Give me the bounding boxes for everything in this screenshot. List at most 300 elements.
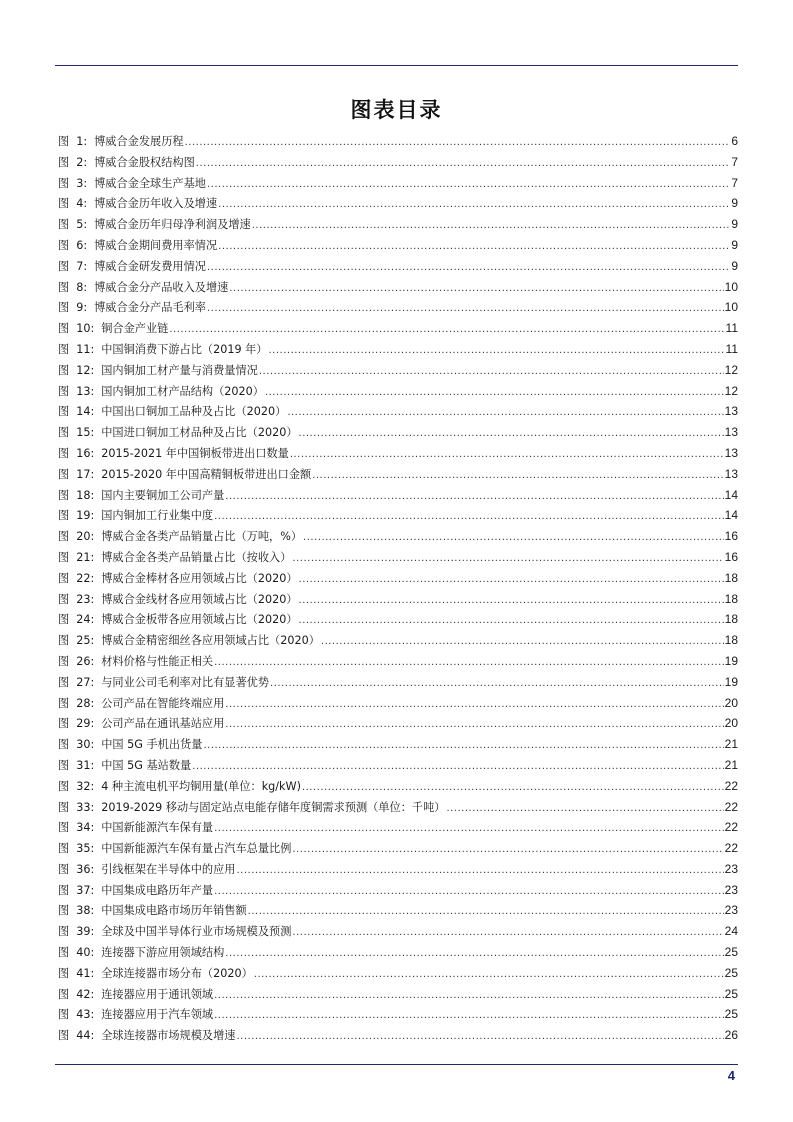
entry-title: 博威合金板带各应用领域占比（2020） — [101, 613, 298, 627]
entry-page-number: 13 — [724, 445, 738, 460]
entry-page-number: 14 — [724, 508, 738, 523]
toc-entry[interactable] — [58, 900, 738, 921]
toc-entry[interactable] — [58, 963, 738, 984]
entry-label — [58, 486, 101, 507]
entry-prefix: 图 — [58, 696, 70, 710]
toc-entry[interactable] — [58, 984, 738, 1005]
entry-label — [58, 194, 94, 215]
entry-number: 42: — [76, 987, 95, 1001]
entry-title: 中国铜消费下游占比（2019 年） — [101, 342, 268, 356]
dot-leader — [196, 154, 731, 175]
entry-title: 2015-2020 年中国高精铜板带进出口金额 — [101, 467, 312, 481]
entry-prefix: 图 — [58, 301, 70, 315]
entry-title: 铜合金产业链 — [101, 322, 169, 336]
entry-label — [58, 548, 101, 569]
entry-number: 4: — [76, 197, 88, 211]
dot-leader — [252, 216, 731, 237]
entry-prefix: 图 — [58, 634, 70, 648]
toc-entry[interactable] — [58, 401, 738, 422]
entry-title: 博威合金股权结构图 — [94, 155, 195, 169]
entry-prefix: 图 — [58, 384, 70, 398]
entry-prefix: 图 — [58, 280, 70, 294]
toc-entry[interactable] — [58, 235, 738, 256]
footer-rule — [55, 1064, 738, 1065]
entry-label — [58, 673, 101, 694]
entry-label — [58, 278, 94, 299]
dot-leader — [299, 611, 724, 632]
entry-prefix: 图 — [58, 987, 70, 1001]
entry-page-number: 22 — [724, 799, 738, 814]
entry-page-number: 22 — [724, 841, 738, 856]
entry-label — [58, 839, 101, 860]
toc-entry[interactable] — [58, 422, 738, 443]
entry-title: 国内铜加工材产量与消费量情况 — [101, 363, 258, 377]
entry-title: 中国集成电路市场历年销售额 — [101, 904, 247, 918]
entry-label — [58, 1026, 101, 1047]
dot-leader — [218, 195, 730, 216]
entry-page-number: 20 — [724, 695, 738, 710]
entry-number: 9: — [76, 301, 88, 315]
entry-number: 3: — [76, 176, 88, 190]
dot-leader — [248, 902, 724, 923]
entry-title: 博威合金期间费用率情况 — [94, 238, 218, 252]
toc-entry[interactable] — [58, 838, 738, 859]
entry-page-number: 19 — [724, 674, 738, 689]
entry-number: 40: — [76, 946, 95, 960]
entry-label — [58, 652, 101, 673]
dot-leader — [321, 632, 724, 653]
entry-label — [58, 361, 101, 382]
entry-page-number: 16 — [724, 549, 738, 564]
entry-title: 引线框架在半导体中的应用 — [101, 862, 236, 876]
entry-prefix: 图 — [58, 550, 70, 564]
entry-title: 连接器下游应用领域结构 — [101, 946, 225, 960]
toc-entry[interactable] — [58, 277, 738, 298]
entry-prefix: 图 — [58, 717, 70, 731]
entry-page-number: 18 — [724, 591, 738, 606]
entry-prefix: 图 — [58, 135, 70, 148]
dot-leader — [269, 341, 725, 362]
entry-page-number: 9 — [731, 196, 738, 211]
entry-number: 15: — [76, 426, 95, 440]
entry-prefix: 图 — [58, 322, 70, 336]
entry-page-number: 12 — [724, 362, 738, 377]
toc-entry[interactable] — [58, 152, 738, 173]
entry-page-number: 22 — [724, 820, 738, 835]
dot-leader — [287, 403, 723, 424]
entry-prefix: 图 — [58, 509, 70, 523]
entry-prefix: 图 — [58, 738, 70, 752]
entry-number: 16: — [76, 446, 95, 460]
entry-title: 博威合金全球生产基地 — [94, 176, 206, 190]
entry-prefix: 图 — [58, 1029, 70, 1043]
entry-label — [58, 236, 94, 257]
entry-prefix: 图 — [58, 197, 70, 211]
entry-title: 中国集成电路历年产量 — [101, 883, 214, 897]
entry-title: 博威合金棒材各应用领域占比（2020） — [101, 571, 298, 585]
toc-entry[interactable] — [58, 630, 738, 651]
entry-number: 10: — [76, 322, 95, 336]
entry-title: 博威合金历年收入及增速 — [94, 197, 218, 211]
dot-leader — [207, 175, 730, 196]
page-title: 图表目录 — [350, 98, 443, 122]
entry-number: 39: — [76, 925, 95, 939]
entry-title: 博威合金分产品毛利率 — [94, 301, 206, 315]
toc-entry[interactable] — [58, 526, 738, 547]
entry-label — [58, 798, 101, 819]
entry-number: 43: — [76, 1008, 95, 1022]
entry-page-number: 19 — [724, 653, 738, 668]
dot-leader — [169, 320, 724, 341]
entry-number: 24: — [76, 613, 95, 627]
dot-leader — [225, 695, 723, 716]
dot-leader — [254, 965, 724, 986]
entry-prefix: 图 — [58, 966, 70, 980]
entry-number: 14: — [76, 405, 95, 419]
entry-label — [58, 943, 101, 964]
entry-page-number: 13 — [724, 404, 738, 419]
entry-label — [58, 527, 101, 548]
entry-label — [58, 215, 94, 236]
toc-entry[interactable] — [58, 339, 738, 360]
dot-leader — [214, 882, 724, 903]
entry-number: 38: — [76, 904, 95, 918]
entry-page-number: 24 — [724, 924, 738, 939]
entry-label — [58, 964, 101, 985]
entry-number: 30: — [76, 738, 95, 752]
entry-label — [58, 818, 101, 839]
entry-page-number: 9 — [731, 217, 738, 232]
entry-number: 28: — [76, 696, 95, 710]
entry-label — [58, 340, 101, 361]
entry-label — [58, 444, 101, 465]
entry-title: 博威合金发展历程 — [94, 135, 184, 148]
entry-prefix: 图 — [58, 488, 70, 502]
entry-title: 全球及中国半导体行业市场规模及预测 — [101, 925, 292, 939]
entry-label — [58, 631, 101, 652]
dot-leader — [192, 757, 723, 778]
entry-page-number: 20 — [724, 716, 738, 731]
entry-page-number: 9 — [731, 258, 738, 273]
dot-leader — [207, 258, 730, 279]
entry-number: 2: — [76, 155, 88, 169]
entry-prefix: 图 — [58, 259, 70, 273]
entry-prefix: 图 — [58, 592, 70, 606]
page-number: 4 — [727, 1068, 735, 1083]
header-rule — [55, 65, 738, 66]
dot-leader — [292, 549, 723, 570]
entry-label — [58, 860, 101, 881]
dot-leader — [185, 133, 731, 154]
entry-title: 博威合金精密细丝各应用领域占比（2020） — [101, 634, 320, 648]
entry-title: 与同业公司毛利率对比有显著优势 — [101, 675, 270, 689]
entry-page-number: 18 — [724, 633, 738, 648]
toc-entry[interactable] — [58, 880, 738, 901]
entry-page-number: 25 — [724, 986, 738, 1001]
entry-title: 国内主要铜加工公司产量 — [101, 488, 225, 502]
entry-prefix: 图 — [58, 654, 70, 668]
toc-entry[interactable] — [58, 547, 738, 568]
toc-entry[interactable] — [58, 589, 738, 610]
toc-entry[interactable] — [58, 464, 738, 485]
toc-entry[interactable] — [58, 817, 738, 838]
entry-page-number: 22 — [724, 778, 738, 793]
entry-number: 34: — [76, 821, 95, 835]
entry-title: 中国 5G 手机出货量 — [101, 738, 203, 752]
entry-title: 连接器应用于通讯领域 — [101, 987, 214, 1001]
dot-leader — [292, 923, 723, 944]
entry-number: 7: — [76, 259, 88, 273]
dot-leader — [203, 736, 723, 757]
toc-entry[interactable] — [58, 214, 738, 235]
entry-title: 公司产品在智能终端应用 — [101, 696, 225, 710]
entry-page-number: 13 — [724, 466, 738, 481]
entry-prefix: 图 — [58, 779, 70, 793]
entry-page-number: 14 — [724, 487, 738, 502]
toc-entry[interactable] — [58, 693, 738, 714]
entry-prefix: 图 — [58, 842, 70, 856]
toc-entry[interactable] — [58, 859, 738, 880]
entry-title: 4 种主流电机平均铜用量(单位：kg/kW) — [101, 779, 301, 793]
entry-number: 17: — [76, 467, 95, 481]
entry-number: 29: — [76, 717, 95, 731]
entry-label — [58, 881, 101, 902]
entry-page-number: 18 — [724, 570, 738, 585]
entry-page-number: 11 — [725, 321, 738, 336]
entry-title: 博威合金历年归母净利润及增速 — [94, 218, 251, 232]
toc-entry[interactable] — [58, 713, 738, 734]
entry-label — [58, 694, 101, 715]
entry-page-number: 23 — [724, 882, 738, 897]
entry-title: 公司产品在通讯基站应用 — [101, 717, 225, 731]
entry-label — [58, 985, 101, 1006]
entry-label — [58, 257, 94, 278]
toc-entry[interactable] — [58, 505, 738, 526]
entry-label — [58, 569, 101, 590]
toc-entry[interactable] — [58, 443, 738, 464]
entry-title: 材料价格与性能正相关 — [101, 654, 214, 668]
entry-title: 博威合金研发费用情况 — [94, 259, 206, 273]
entry-page-number: 23 — [724, 861, 738, 876]
entry-title: 2015-2021 年中国铜板带进出口数量 — [101, 446, 289, 460]
dot-leader — [214, 507, 724, 528]
entry-page-number: 25 — [724, 945, 738, 960]
toc-entry[interactable] — [58, 131, 738, 152]
entry-number: 19: — [76, 509, 95, 523]
entry-number: 5: — [76, 218, 88, 232]
entry-prefix: 图 — [58, 218, 70, 232]
entry-prefix: 图 — [58, 800, 70, 814]
entry-prefix: 图 — [58, 904, 70, 918]
entry-label — [58, 174, 94, 195]
entry-page-number: 7 — [731, 175, 738, 190]
toc-entry[interactable] — [58, 734, 738, 755]
dot-leader — [229, 279, 723, 300]
entry-label — [58, 922, 101, 943]
entry-number: 41: — [76, 966, 95, 980]
figure-list — [58, 131, 738, 1046]
entry-title: 中国新能源汽车保有量占汽车总量比例 — [101, 842, 292, 856]
entry-title: 连接器应用于汽车领域 — [101, 1008, 214, 1022]
dot-leader — [265, 383, 724, 404]
entry-page-number: 21 — [724, 757, 738, 772]
toc-entry[interactable] — [58, 1025, 738, 1046]
entry-page-number: 10 — [724, 279, 738, 294]
entry-prefix: 图 — [58, 530, 70, 544]
entry-prefix: 图 — [58, 467, 70, 481]
entry-title: 中国出口铜加工品种及占比（2020） — [101, 405, 287, 419]
toc-entry[interactable] — [58, 568, 738, 589]
toc-entry[interactable] — [58, 672, 738, 693]
toc-entry[interactable] — [58, 193, 738, 214]
entry-label — [58, 506, 101, 527]
dot-leader — [299, 424, 724, 445]
entry-number: 37: — [76, 883, 95, 897]
toc-entry[interactable] — [58, 318, 738, 339]
entry-prefix: 图 — [58, 176, 70, 190]
entry-page-number: 12 — [724, 383, 738, 398]
entry-label — [58, 610, 101, 631]
entry-number: 23: — [76, 592, 95, 606]
toc-entry[interactable] — [58, 1004, 738, 1025]
entry-page-number: 18 — [724, 612, 738, 627]
entry-prefix: 图 — [58, 426, 70, 440]
entry-prefix: 图 — [58, 155, 70, 169]
entry-number: 44: — [76, 1029, 95, 1043]
entry-number: 27: — [76, 675, 95, 689]
entry-label — [58, 465, 101, 486]
entry-number: 1: — [76, 135, 88, 148]
entry-prefix: 图 — [58, 883, 70, 897]
entry-title: 2019-2029 移动与固定站点电能存储年度铜需求预测（单位：千吨） — [101, 800, 446, 814]
dot-leader — [302, 778, 724, 799]
dot-leader — [292, 840, 723, 861]
entry-page-number: 13 — [724, 425, 738, 440]
entry-number: 18: — [76, 488, 95, 502]
entry-number: 31: — [76, 758, 95, 772]
toc-entry[interactable] — [58, 297, 738, 318]
toc-entry[interactable] — [58, 173, 738, 194]
entry-title: 国内铜加工行业集中度 — [101, 509, 214, 523]
entry-number: 35: — [76, 842, 95, 856]
entry-prefix: 图 — [58, 925, 70, 939]
dot-leader — [290, 445, 724, 466]
entry-prefix: 图 — [58, 821, 70, 835]
entry-number: 20: — [76, 530, 95, 544]
dot-leader — [225, 715, 723, 736]
entry-title: 博威合金各类产品销量占比（万吨，%） — [101, 530, 303, 544]
toc-entry[interactable] — [58, 609, 738, 630]
entry-number: 25: — [76, 634, 95, 648]
entry-number: 13: — [76, 384, 95, 398]
entry-prefix: 图 — [58, 613, 70, 627]
entry-number: 6: — [76, 238, 88, 252]
entry-number: 22: — [76, 571, 95, 585]
toc-entry[interactable] — [58, 776, 738, 797]
entry-page-number: 11 — [725, 341, 738, 356]
dot-leader — [214, 653, 724, 674]
entry-number: 32: — [76, 779, 95, 793]
entry-label — [58, 1005, 101, 1026]
entry-number: 21: — [76, 550, 95, 564]
toc-entry[interactable] — [58, 755, 738, 776]
entry-title: 博威合金分产品收入及增速 — [94, 280, 229, 294]
entry-prefix: 图 — [58, 342, 70, 356]
dot-leader — [303, 528, 724, 549]
toc-entry[interactable] — [58, 651, 738, 672]
entry-prefix: 图 — [58, 446, 70, 460]
dot-leader — [446, 799, 723, 820]
toc-entry[interactable] — [58, 942, 738, 963]
entry-label — [58, 402, 101, 423]
entry-prefix: 图 — [58, 758, 70, 772]
dot-leader — [259, 362, 724, 383]
dot-leader — [312, 466, 723, 487]
entry-label — [58, 714, 101, 735]
toc-entry[interactable] — [58, 256, 738, 277]
entry-title: 中国新能源汽车保有量 — [101, 821, 214, 835]
toc-entry[interactable] — [58, 360, 738, 381]
entry-label — [58, 756, 101, 777]
entry-title: 中国 5G 基站数量 — [101, 758, 192, 772]
toc-entry[interactable] — [58, 921, 738, 942]
entry-prefix: 图 — [58, 675, 70, 689]
entry-page-number: 23 — [724, 903, 738, 918]
entry-page-number: 6 — [731, 134, 738, 148]
entry-prefix: 图 — [58, 946, 70, 960]
entry-page-number: 26 — [724, 1028, 738, 1043]
entry-label — [58, 153, 94, 174]
entry-label — [58, 382, 101, 403]
entry-title: 全球连接器市场规模及增速 — [101, 1029, 236, 1043]
toc-entry[interactable] — [58, 381, 738, 402]
dot-leader — [225, 487, 723, 508]
entry-number: 26: — [76, 654, 95, 668]
entry-page-number: 25 — [724, 965, 738, 980]
dot-leader — [218, 237, 730, 258]
entry-prefix: 图 — [58, 1008, 70, 1022]
entry-label — [58, 132, 94, 153]
dot-leader — [214, 1006, 724, 1027]
entry-number: 11: — [76, 342, 95, 356]
dot-leader — [214, 986, 724, 1007]
entry-page-number: 10 — [724, 300, 738, 315]
entry-page-number: 7 — [731, 154, 738, 169]
entry-prefix: 图 — [58, 405, 70, 419]
entry-prefix: 图 — [58, 238, 70, 252]
entry-number: 33: — [76, 800, 95, 814]
dot-leader — [236, 1027, 723, 1048]
entry-label — [58, 735, 101, 756]
dot-leader — [270, 674, 724, 695]
entry-label — [58, 777, 101, 798]
entry-prefix: 图 — [58, 862, 70, 876]
dot-leader — [236, 861, 723, 882]
entry-page-number: 21 — [724, 737, 738, 752]
dot-leader — [225, 944, 723, 965]
entry-label — [58, 590, 101, 611]
entry-number: 12: — [76, 363, 95, 377]
entry-title: 博威合金各类产品销量占比（按收入） — [101, 550, 292, 564]
entry-label — [58, 298, 94, 319]
dot-leader — [214, 819, 724, 840]
entry-number: 8: — [76, 280, 88, 294]
entry-prefix: 图 — [58, 571, 70, 585]
toc-entry[interactable] — [58, 485, 738, 506]
toc-entry[interactable] — [58, 797, 738, 818]
entry-label — [58, 901, 101, 922]
entry-title: 国内铜加工材产品结构（2020） — [101, 384, 264, 398]
